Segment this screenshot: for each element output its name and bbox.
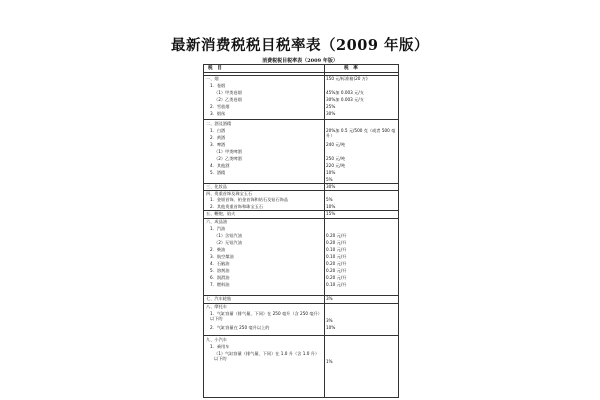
tax-rate: 0.20 元/升 <box>326 233 347 238</box>
tax-rate: 0.10 元/升 <box>326 282 347 287</box>
tax-item: 5．溶剂油 <box>210 268 230 273</box>
tax-item: 四、贵重首饰及珠宝玉石 <box>206 191 253 196</box>
row-divider <box>204 72 398 73</box>
tax-rate: 45%加 0.003 元/支 <box>326 90 364 95</box>
tax-item: 2．柴油 <box>210 247 226 252</box>
tax-rate: 20%加 0.5 元/500 克（或者 500 毫升） <box>326 128 396 138</box>
tax-item: （2）乙类卷烟 <box>214 97 242 102</box>
tax-rate: 30%加 0.003 元/支 <box>326 97 364 102</box>
tax-item: （1）甲类卷烟 <box>214 90 242 95</box>
tax-item: 二、酒及酒精 <box>206 121 232 126</box>
tax-rate: 3% <box>326 318 333 323</box>
tax-rate-table <box>203 64 399 398</box>
column-divider <box>324 65 325 397</box>
tax-rate: 10% <box>326 170 336 175</box>
tax-rate: 0.20 元/升 <box>326 275 347 280</box>
tax-rate: 220 元/吨 <box>326 163 346 168</box>
tax-rate: 25% <box>326 104 336 109</box>
table-caption: 消费税税目税率表（2009 年版） <box>262 58 338 64</box>
tax-item: 七、汽车轮胎 <box>206 296 232 301</box>
tax-item: 三、化妆品 <box>206 184 227 189</box>
tax-rate: 0.20 元/升 <box>326 261 347 266</box>
row-divider <box>204 335 398 336</box>
tax-item: 一、烟 <box>206 76 219 81</box>
tax-rate: 10% <box>326 325 336 330</box>
tax-item: 六、成品油 <box>206 219 227 224</box>
tax-item: （1）气缸容量（排气量，下同）在 1.0 升（含 1.0 升）以下的 <box>214 351 320 361</box>
tax-rate: 0.20 元/升 <box>326 268 347 273</box>
tax-item: 2．气缸容量在 250 毫升以上的 <box>210 325 270 330</box>
row-divider <box>204 183 398 184</box>
tax-item: 九、小汽车 <box>206 337 227 342</box>
tax-item: 1．乘用车 <box>210 344 230 349</box>
tax-rate: 5% <box>326 197 333 202</box>
row-divider <box>204 303 398 304</box>
tax-rate: 5% <box>326 177 333 182</box>
tax-item: （1）含铅汽油 <box>214 233 242 238</box>
tax-item: 2．雪茄烟 <box>210 104 230 109</box>
tax-item: 八、摩托车 <box>206 304 227 309</box>
tax-rate: 10% <box>326 204 336 209</box>
tax-item: （1）甲类啤酒 <box>214 149 242 154</box>
tax-item: 7．燃料油 <box>210 282 230 287</box>
column-header-tax-rate: 税 率 <box>344 66 358 71</box>
tax-rate: 1% <box>326 359 333 364</box>
tax-item: 2．黄酒 <box>210 135 226 140</box>
column-header-tax-item: 税 目 <box>208 66 222 71</box>
tax-rate: 15% <box>326 211 336 216</box>
tax-rate: 0.10 元/升 <box>326 254 347 259</box>
tax-item: 1．气缸容量（排气量，下同）在 250 毫升（含 250 毫升）以下的 <box>210 311 322 321</box>
row-divider <box>204 218 398 219</box>
tax-rate: 30% <box>326 111 336 116</box>
row-divider <box>204 75 398 76</box>
tax-item: 6．润滑油 <box>210 275 230 280</box>
document-title: 最新消费税税目税率表（2009 年版） <box>171 37 429 54</box>
tax-item: 五、鞭炮、焰火 <box>206 211 236 216</box>
tax-rate: 30% <box>326 184 336 189</box>
tax-rate: 3% <box>326 296 333 301</box>
tax-item: 5．酒精 <box>210 170 226 175</box>
tax-item: 1．白酒 <box>210 128 226 133</box>
tax-rate: 250 元/吨 <box>326 156 346 161</box>
tax-rate: 150 元/标准箱(20 万) <box>326 76 368 81</box>
row-divider <box>204 295 398 296</box>
tax-item: 3．啤酒 <box>210 142 226 147</box>
tax-item: 1．卷烟 <box>210 83 226 88</box>
tax-item: 3．航空煤油 <box>210 254 234 259</box>
tax-item: （2）乙类啤酒 <box>214 156 242 161</box>
tax-item: 3．烟丝 <box>210 111 226 116</box>
tax-rate: 0.10 元/升 <box>326 247 347 252</box>
tax-item: 4．石脑油 <box>210 261 230 266</box>
tax-rate: 0.20 元/升 <box>326 240 347 245</box>
row-divider <box>204 119 398 120</box>
tax-item: 1．汽油 <box>210 226 226 231</box>
tax-item: （2）无铅汽油 <box>214 240 242 245</box>
tax-item: 4．其他酒 <box>210 163 230 168</box>
tax-item: 1．金银首饰、铂金首饰和钻石及钻石饰品 <box>210 197 289 202</box>
tax-rate: 240 元/吨 <box>326 142 346 147</box>
tax-item: 2．其他贵重首饰和珠宝玉石 <box>210 204 263 209</box>
